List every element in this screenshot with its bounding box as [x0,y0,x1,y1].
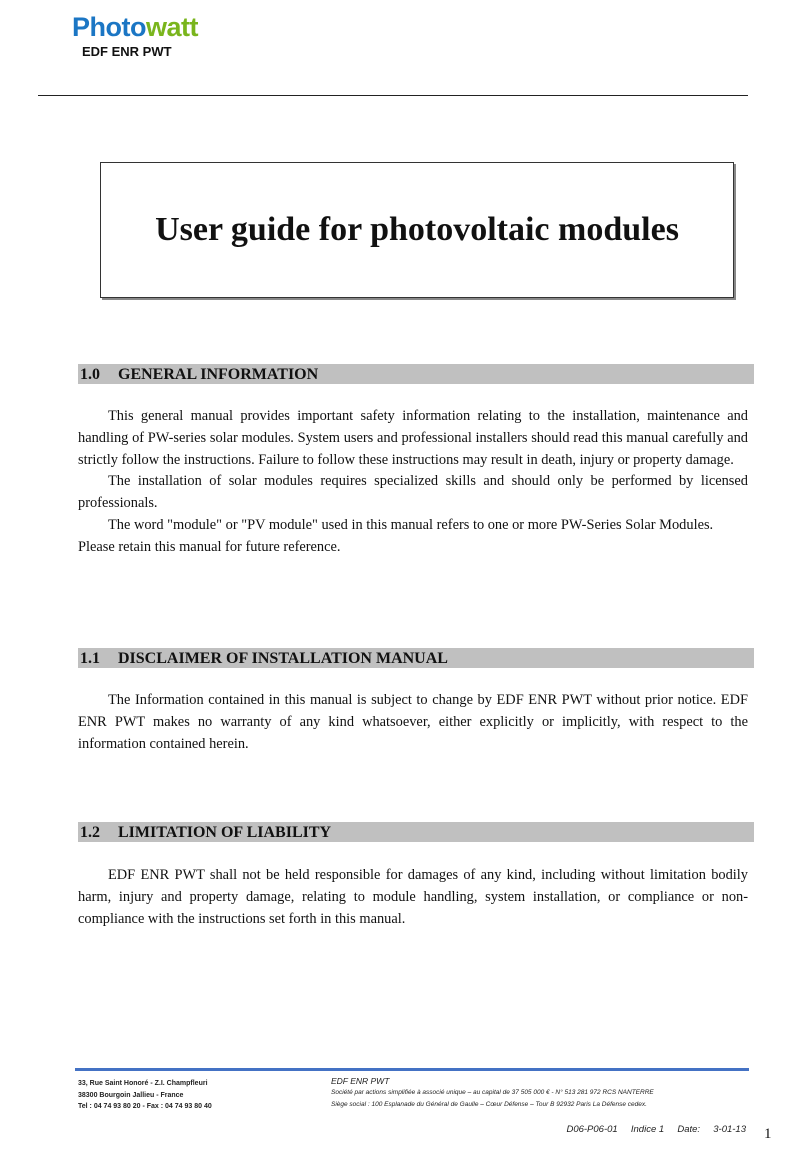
footer-legal [331,1075,654,1111]
section-heading-1-0 [78,364,754,384]
paragraph: This general manual provides important safety information relating to the installation, maintenance and handling of PW-series solar modules. System users and professional installers should read this manual carefully and strictly follow the instructions. Failure to follow these instructions may result in death, injury or property damage. [78,408,748,468]
section-body-1-0 [78,406,748,559]
section-body-1-1 [78,690,748,755]
section-number: 1.2 [80,824,100,841]
address-line: 38300 Bourgoin Jallieu - France [78,1091,184,1099]
section-title: DISCLAIMER OF INSTALLATION MANUAL [118,650,448,667]
section-heading-1-2 [78,822,754,842]
section-body-1-2 [78,865,748,930]
title-box [100,162,734,298]
paragraph: The Information contained in this manual is subject to change by EDF ENR PWT without prior notice. EDF ENR PWT makes no warranty of any kind whatsoever, either explicitly or implicitly, with respect to the information contained herein. [78,692,748,752]
section-title: GENERAL INFORMATION [118,366,319,383]
page-number: 1 [764,1126,772,1142]
document-title: User guide for photovoltaic modules [155,211,679,248]
footer-address [78,1078,212,1113]
company-logo [72,12,198,60]
section-number: 1.0 [80,366,100,383]
section-title: LIMITATION OF LIABILITY [118,824,332,841]
header-divider [38,95,748,96]
section-heading-1-1 [78,648,754,668]
paragraph: The word "module" or "PV module" used in this manual refers to one or more PW-Series Solar Modules. [108,516,714,533]
paragraph: Please retain this manual for future reference. [78,538,341,555]
footer-company: EDF ENR PWT [331,1076,390,1086]
paragraph: The installation of solar modules requires specialized skills and should only be performed by licensed professionals. [78,473,748,512]
section-number: 1.1 [80,650,100,667]
logo-watt: watt [145,12,198,42]
logo-photo: Photo [72,12,146,42]
address-line: 33, Rue Saint Honoré - Z.I. Champfleuri [78,1080,208,1087]
address-line: Tel : 04 74 93 80 20 - Fax : 04 74 93 80 40 [78,1103,212,1110]
logo-wordmark [72,12,198,42]
paragraph: EDF ENR PWT shall not be held responsible for damages of any kind, including without limitation bodily harm, injury and property damage, relating to module handling, system installation, or compliance or non-compliance with the instructions set forth in this manual. [78,867,748,927]
logo-subtitle: EDF ENR PWT [82,44,172,59]
document-reference: D06-P06-01 Indice 1 Date: 3-01-13 [566,1124,746,1135]
legal-line: Siège social : 100 Esplanade du Général de Gaulle – Cœur Défense – Tour B 92932 Paris La Défense cedex. [331,1101,647,1108]
legal-line: Société par actions simplifiée à associé unique – au capital de 37 505 000 € - N° 513 281 972 RCS NANTERRE [331,1089,654,1096]
footer-divider [75,1068,749,1071]
